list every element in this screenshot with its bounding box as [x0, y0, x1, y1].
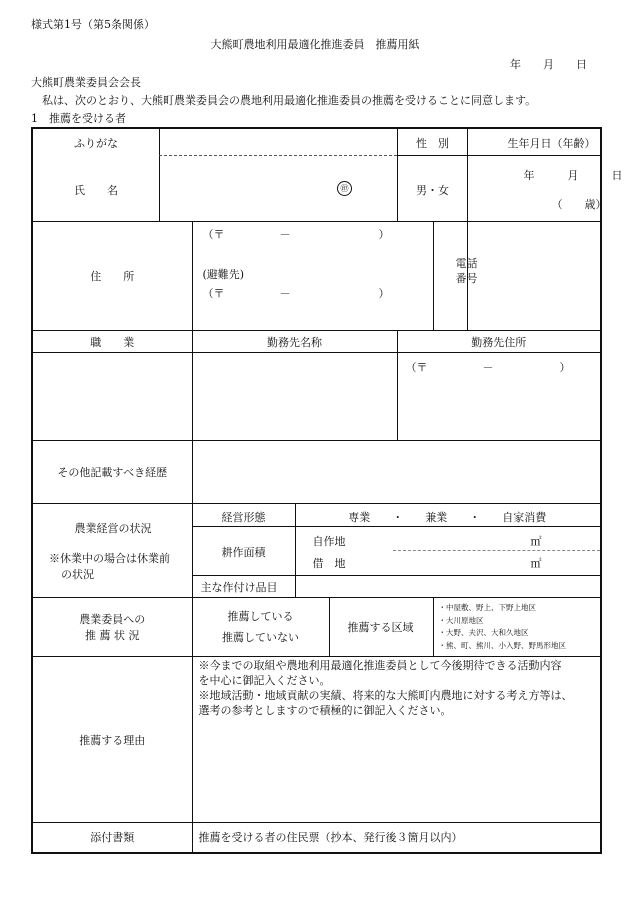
evacuation-postal[interactable]: （〒 － ）: [202, 287, 390, 300]
reason-note: ※地域活動・地域貢献の実績、将来的な大熊町内農地に対する考え方等は、: [198, 689, 573, 702]
area-item[interactable]: ・熊、町、熊川、小入野、野馬形地区: [438, 640, 566, 650]
addressee: 大熊町農業委員会会長: [31, 76, 141, 89]
employer-name-label: 勤務先名称: [192, 331, 397, 353]
reason-note: を中心に御記入ください。: [198, 674, 331, 687]
evacuation-label: (避難先): [202, 268, 245, 281]
age-value[interactable]: （ 歳）: [551, 198, 607, 211]
date-line: 年 月 日: [510, 58, 587, 71]
other-career-field[interactable]: [192, 441, 601, 504]
leased-land-label: 借 地: [312, 557, 346, 570]
cultivated-area-label: 耕作面積: [221, 546, 266, 559]
recommendation-status-label: 農業委員への 推 薦 状 況: [32, 598, 192, 657]
furigana-label: ふりがな: [74, 137, 118, 150]
phone-label: 電話 番号: [455, 257, 478, 285]
occupation-label: 職 業: [32, 331, 192, 353]
farm-status-label: 農業経営の状況: [74, 522, 152, 535]
section-heading: 1 推薦を受ける者: [31, 112, 126, 125]
area-item[interactable]: ・大野、夫沢、大和久地区: [438, 628, 529, 637]
area-item[interactable]: ・中屋敷、野上、下野上地区: [438, 603, 536, 612]
reason-note: ※今までの取組や農地利用最適化推進委員として今後期待できる活動内容: [198, 659, 562, 672]
farm-status-note: ※休業中の場合は休業前: [49, 552, 170, 565]
attachment-label: 添付書類: [32, 823, 192, 853]
address-postal[interactable]: （〒 － ）: [202, 228, 390, 241]
dob-label: 生年月日（年齢）: [507, 137, 596, 150]
form-title: 大熊町農地利用最適化推進委員 推薦用紙: [210, 38, 420, 51]
reason-label: 推薦する理由: [32, 657, 192, 823]
form-number: 様式第1号（第5条関係）: [31, 18, 155, 31]
not-recommending-option[interactable]: 推薦していない: [222, 631, 299, 644]
employer-address-label: 勤務先住所: [397, 331, 601, 353]
recommending-option[interactable]: 推薦している: [227, 610, 294, 623]
employer-postal[interactable]: （〒 － ）: [405, 361, 571, 374]
address-label: 住 所: [32, 222, 192, 331]
consent-statement: 私は、次のとおり、大熊町農業委員会の農地利用最適化推進委員の推薦を受けることに同意します。: [42, 94, 537, 107]
attachment-value: 推薦を受ける者の住民票（抄本、発行後３箇月以内）: [198, 831, 463, 845]
own-land-label: 自作地: [312, 535, 346, 548]
recommendation-table: [31, 127, 623, 854]
reason-note: 選考の参考としますので積極的に御記入ください。: [198, 704, 452, 717]
name-label: 氏 名: [74, 184, 118, 197]
management-form-options[interactable]: 専業 ・ 兼業 ・ 自家消費: [348, 511, 547, 524]
area-label: 推薦する区域: [347, 621, 414, 634]
area-list: [439, 602, 567, 652]
employer-name-field[interactable]: [192, 353, 397, 441]
management-form-label: 経営形態: [221, 511, 266, 524]
area-item[interactable]: ・大川原地区: [438, 615, 484, 625]
furigana-field[interactable]: [165, 129, 397, 154]
occupation-field[interactable]: [32, 353, 192, 441]
reason-field[interactable]: [193, 657, 601, 718]
other-career-label: その他記載すべき経歴: [32, 441, 192, 504]
gender-label: 性 別: [416, 137, 449, 150]
gender-value[interactable]: 男・女: [416, 184, 449, 197]
leased-land-unit: ㎡: [530, 557, 542, 570]
seal-mark: ㊞: [337, 181, 352, 196]
main-crops-label: 主な作付け品目: [200, 581, 278, 594]
own-land-unit: ㎡: [530, 535, 542, 548]
dob-value[interactable]: 年 月 日: [523, 169, 623, 182]
farm-status-note-2: の状況: [61, 568, 94, 581]
